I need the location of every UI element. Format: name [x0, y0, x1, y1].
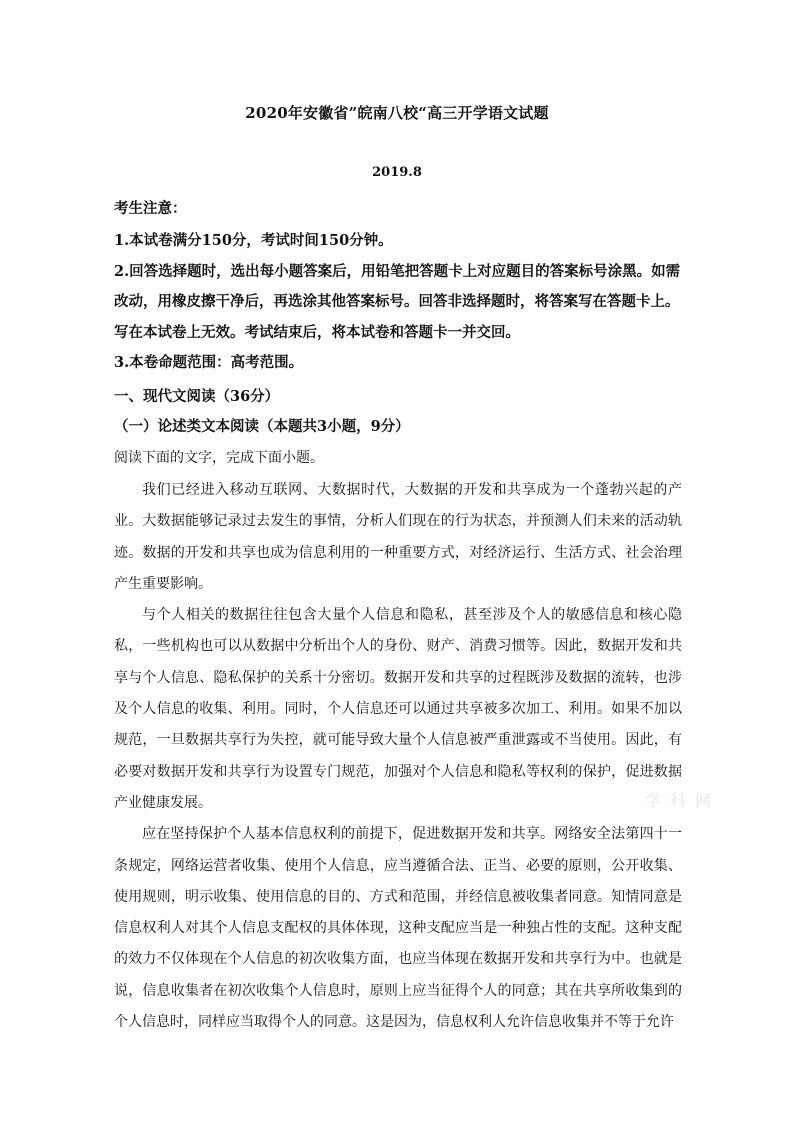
notice-item: 1.本试卷满分150分，考试时间150分钟。 [114, 232, 393, 249]
section-heading: 一、现代文阅读（36分） [114, 388, 280, 405]
watermark: 学 科 网 [645, 791, 714, 810]
notice-item: 3.本卷命题范围：高考范围。 [114, 354, 304, 371]
notice-item: 2.回答选择题时，选出每小题答案后，用铅笔把答题卡上对应题目的答案标号涂黑。如需改动，用橡皮擦干净后，再选涂其他答案标号。回答非选择题时，将答案写在答题卡上。写在本试卷上无效。考试结束后，将本试卷和答题卡一并交回。 [114, 262, 681, 341]
passage-paragraph: 与个人相关的数据往往包含大量个人信息和隐私，甚至涉及个人的敏感信息和核心隐私，一些机构也可以从数据中分析出个人的身份、财产、消费习惯等。因此，数据开发和共享与个人信息、隐私保护的关系十分密切。数据开发和共享的过程既涉及数据的流转，也涉及个人信息的收集、利用。同时，个人信息还可以通过共享被多次加工、利用。如果不加以规范，一旦数据共享行为失控，就可能导致大量个人信息被严重泄露或不当使用。因此，有必要对数据开发和共享行为设置专门规范，加强对个人信息和隐私等权利的保护，促进数据产业健康发展。 [114, 607, 682, 811]
passage-paragraph: 我们已经进入移动互联网、大数据时代，大数据的开发和共享成为一个蓬勃兴起的产业。大数据能够记录过去发生的事情，分析人们现在的行为状态，并预测人们未来的活动轨迹。数据的开发和共享也成为信息利用的一种重要方式，对经济运行、生活方式、社会治理产生重要影响。 [114, 482, 682, 592]
reading-passage [114, 475, 682, 1038]
page-title: 2020年安徽省”皖南八校“高三开学语文试题 [245, 104, 549, 122]
exam-date: 2019.8 [372, 165, 422, 180]
section-subheading: （一）论述类文本阅读（本题共3小题，9分） [114, 418, 410, 435]
passage-paragraph: 应在坚持保护个人基本信息权利的前提下，促进数据开发和共享。网络安全法第四十一条规定，网络运营者收集、使用个人信息，应当遵循合法、正当、必要的原则，公开收集、使用规则，明示收集、使用信息的目的、方式和范围，并经信息被收集者同意。知情同意是信息权利人对其个人信息支配权的具体体现，这种支配应当是一种独占性的支配。这种支配的效力不仅体现在个人信息的初次收集方面，也应当体现在数据开发和共享行为中。也就是说，信息收集者在初次收集个人信息时，原则上应当征得个人的同意；其在共享所收集到的个人信息时，同样应当取得个人的同意。这是因为，信息权利人允许信息收集并不等于允许 [114, 826, 682, 1031]
notice-list [114, 226, 682, 379]
section-header [114, 382, 682, 442]
reading-instruction: 阅读下面的文字，完成下面小题。 [114, 450, 324, 466]
notice-heading: 考生注意： [114, 200, 187, 217]
